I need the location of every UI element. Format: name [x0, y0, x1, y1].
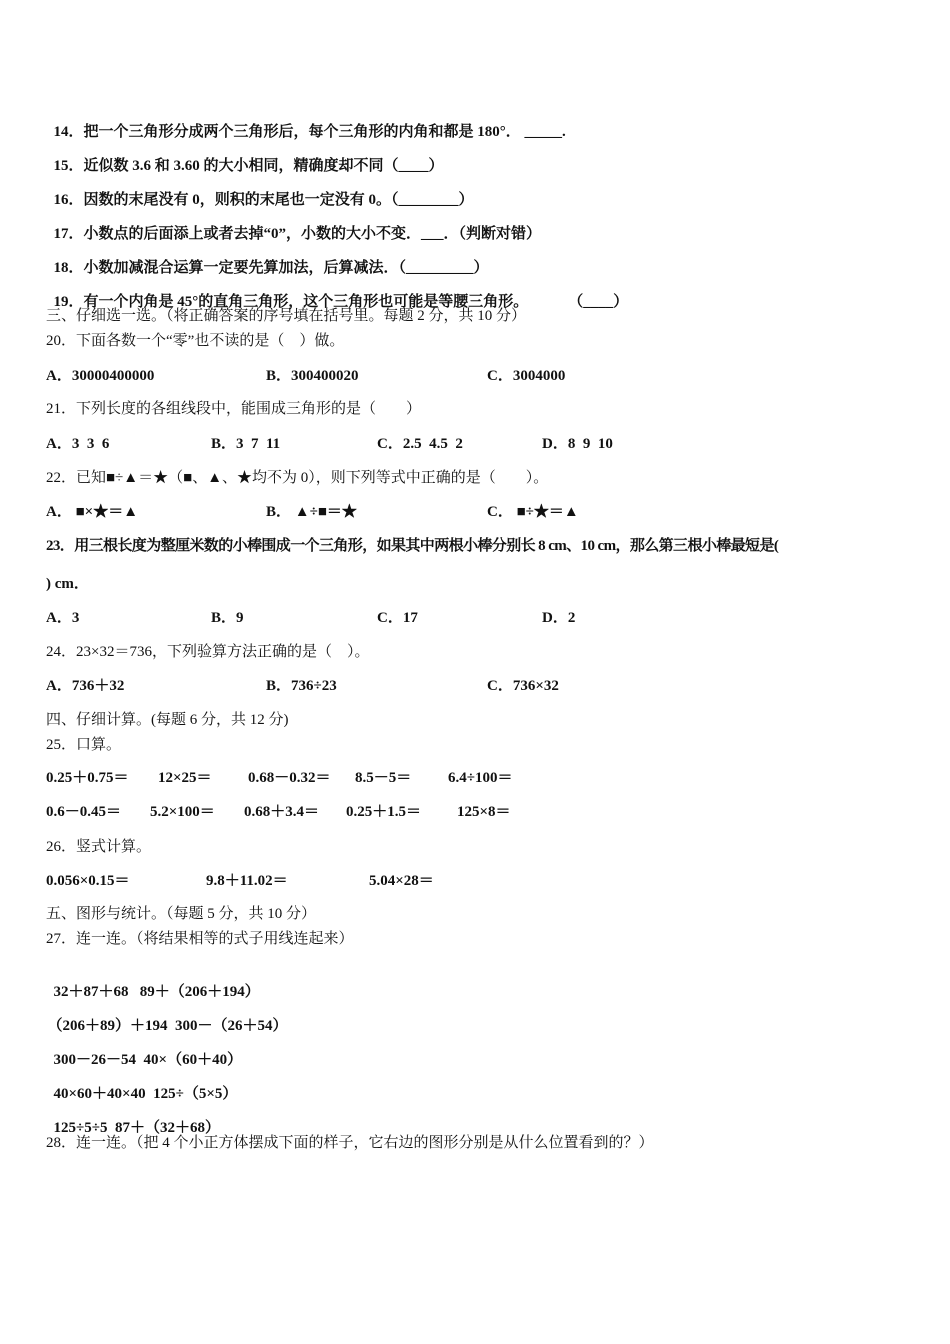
question-number: 17．	[53, 226, 84, 242]
option-a[interactable]: A． ■×★＝▲	[46, 504, 139, 520]
option-c[interactable]: C．2.5 4.5 2	[377, 436, 463, 452]
option-b[interactable]: B．300400020	[266, 368, 359, 384]
oral-calc-item: 0.25＋0.75＝	[46, 770, 129, 786]
question-27-stem: 27．连一连。（将结果相等的式子用线连起来）	[46, 931, 354, 947]
match-left-expr[interactable]: 300－26－54	[53, 1052, 137, 1068]
question-26-stem: 26．竖式计算。	[46, 839, 152, 855]
question-23-stem: 23．用三根长度为整厘米数的小棒围成一个三角形，如果其中两根小棒分别长 8 cm、10 cm，那么第三根小棒最短是(	[46, 538, 779, 554]
match-right-expr[interactable]: 125÷（5×5）	[153, 1086, 238, 1102]
oral-calc-item: 0.6－0.45＝	[46, 804, 122, 820]
question-number: 14．	[53, 124, 84, 140]
match-left-expr[interactable]: 32＋87＋68	[53, 984, 129, 1000]
question-20-stem: 20．下面各数一个“零”也不读的是（ ）做。	[46, 333, 345, 349]
option-a[interactable]: A．3	[46, 610, 80, 626]
oral-calc-item: 5.2×100＝	[150, 804, 215, 820]
question-24-stem: 24．23×32＝736，下列验算方法正确的是（ ）。	[46, 644, 370, 660]
answer-blank[interactable]: （____）	[383, 158, 444, 174]
option-c[interactable]: C．736×32	[487, 678, 559, 694]
answer-blank[interactable]: （________）	[391, 192, 474, 208]
option-b[interactable]: B．3 7 11	[211, 436, 281, 452]
match-right-expr[interactable]: 40×（60＋40）	[143, 1052, 243, 1068]
oral-calc-item: 0.25＋1.5＝	[346, 804, 422, 820]
answer-blank[interactable]: ___．（判断对错）	[421, 226, 542, 242]
option-a[interactable]: A．3 3 6	[46, 436, 110, 452]
question-28-stem: 28．连一连。（把 4 个小正方体摆成下面的样子，它右边的图形分别是从什么位置看到的？）	[46, 1135, 654, 1151]
match-right-expr[interactable]: 300－（26＋54）	[175, 1018, 288, 1034]
question-25-stem: 25．口算。	[46, 737, 122, 753]
section-4-title: 四、仔细计算。(每题 6 分，共 12 分)	[46, 712, 289, 728]
question-text: 因数的末尾没有 0，则积的末尾也一定没有 0。	[83, 192, 392, 208]
match-row	[46, 1098, 220, 1138]
section-5-title: 五、图形与统计。（每题 5 分，共 10 分）	[46, 906, 317, 922]
match-left-expr[interactable]: 40×60＋40×40	[53, 1086, 146, 1102]
section-3-title: 三、仔细选一选。（将正确答案的序号填在括号里。每题 2 分，共 10 分）	[46, 308, 527, 324]
question-number: 18．	[53, 260, 84, 276]
oral-calc-item: 125×8＝	[457, 804, 511, 820]
oral-calc-item: 6.4÷100＝	[448, 770, 513, 786]
question-text: 小数点的后面添上或者去掉“0”，小数的大小不变．	[83, 226, 422, 242]
question-number: 19．	[53, 294, 84, 310]
question-text: 小数加减混合运算一定要先算加法，后算减法．	[83, 260, 399, 276]
option-d[interactable]: D．2	[542, 610, 576, 626]
option-b[interactable]: B． ▲÷■＝★	[266, 504, 357, 520]
answer-blank[interactable]: （_________）	[398, 260, 489, 276]
option-c[interactable]: C．17	[377, 610, 418, 626]
vertical-calc-item: 0.056×0.15＝	[46, 873, 130, 889]
option-a[interactable]: A．30000400000	[46, 368, 155, 384]
oral-calc-item: 8.5－5＝	[355, 770, 412, 786]
question-number: 15．	[53, 158, 84, 174]
option-b[interactable]: B．736÷23	[266, 678, 337, 694]
match-left-expr[interactable]: 125÷5÷5	[53, 1120, 108, 1136]
option-d[interactable]: D．8 9 10	[542, 436, 613, 452]
question-text: 近似数 3.6 和 3.60 的大小相同，精确度却不同	[83, 158, 384, 174]
match-right-expr[interactable]: 87＋（32＋68）	[114, 1120, 220, 1136]
answer-blank[interactable]: （____）	[568, 294, 629, 310]
option-a[interactable]: A．736＋32	[46, 678, 125, 694]
option-c[interactable]: C． ■÷★＝▲	[487, 504, 579, 520]
match-right-expr[interactable]: 89＋（206＋194）	[139, 984, 260, 1000]
option-b[interactable]: B．9	[211, 610, 244, 626]
question-23-stem-cont: ) cm．	[46, 576, 89, 592]
vertical-calc-item: 5.04×28＝	[369, 873, 434, 889]
question-text: 把一个三角形分成两个三角形后，每个三角形的内角和都是 180°．	[83, 124, 521, 140]
vertical-calc-item: 9.8＋11.02＝	[206, 873, 288, 889]
option-c[interactable]: C．3004000	[487, 368, 566, 384]
question-text: 有一个内角是 45°的直角三角形，这个三角形也可能是等腰三角形。	[83, 294, 529, 310]
oral-calc-item: 0.68－0.32＝	[248, 770, 331, 786]
match-left-expr[interactable]: （206＋89）＋194	[47, 1018, 168, 1034]
oral-calc-item: 12×25＝	[158, 770, 212, 786]
question-number: 16．	[53, 192, 84, 208]
question-22-stem: 22．已知■÷▲＝★（■、▲、★均不为 0），则下列等式中正确的是（ ）。	[46, 470, 549, 486]
oral-calc-item: 0.68＋3.4＝	[244, 804, 320, 820]
answer-blank[interactable]: _____.	[524, 124, 566, 140]
question-21-stem: 21．下列长度的各组线段中，能围成三角形的是（ ）	[46, 401, 422, 417]
